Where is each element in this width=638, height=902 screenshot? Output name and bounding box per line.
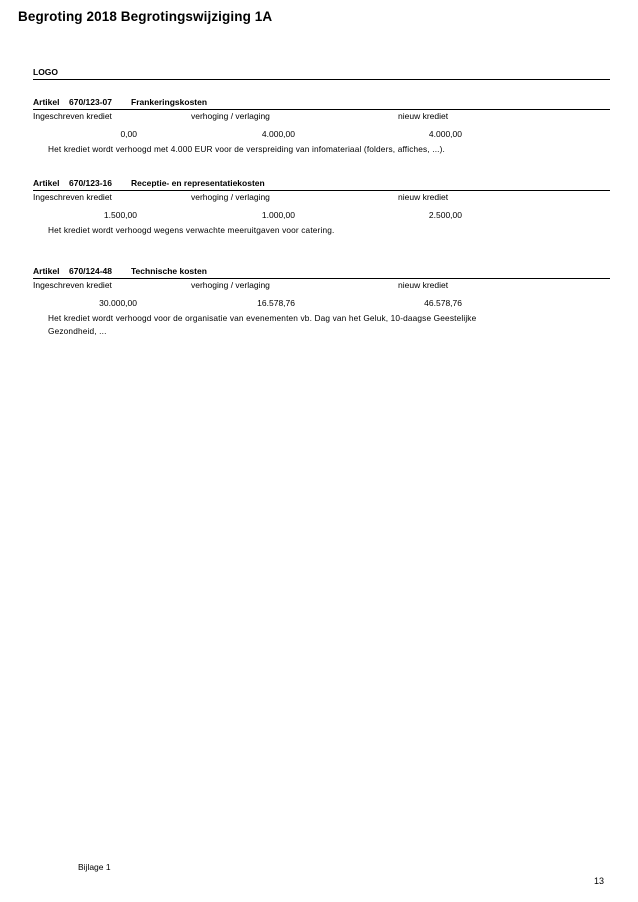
column-headers <box>33 191 610 204</box>
article-block <box>33 97 610 178</box>
column-headers <box>33 110 610 123</box>
article-note: Het krediet wordt verhoogd met 4.000 EUR voor de verspreiding van infomateriaal (folders, affiches, ...). <box>48 144 445 154</box>
amount-row <box>33 295 610 311</box>
article-block <box>33 266 610 346</box>
column-ingeschreven: Ingeschreven krediet <box>33 280 112 290</box>
article-block <box>33 178 610 266</box>
article-number: 670/124-48 <box>69 266 113 276</box>
amount-wijziging: 4.000,00 <box>261 129 295 139</box>
article-label: Artikel <box>33 97 60 107</box>
column-wijziging: verhoging / verlaging <box>191 192 270 202</box>
article-list <box>33 97 610 346</box>
column-ingeschreven: Ingeschreven krediet <box>33 111 112 121</box>
column-headers <box>33 279 610 292</box>
article-label: Artikel <box>33 266 60 276</box>
column-nieuw: nieuw krediet <box>398 192 449 202</box>
amount-nieuw: 4.000,00 <box>428 129 462 139</box>
amount-row <box>33 207 610 223</box>
amount-row <box>33 126 610 142</box>
article-description: Technische kosten <box>131 266 207 276</box>
amount-wijziging: 16.578,76 <box>257 298 295 308</box>
article-label: Artikel <box>33 178 60 188</box>
article-header <box>33 266 610 279</box>
amount-nieuw: 2.500,00 <box>428 210 462 220</box>
amount-wijziging: 1.000,00 <box>261 210 295 220</box>
article-header <box>33 178 610 191</box>
amount-ingeschreven: 1.500,00 <box>103 210 137 220</box>
column-nieuw: nieuw krediet <box>398 111 449 121</box>
amount-nieuw: 46.578,76 <box>424 298 462 308</box>
column-wijziging: verhoging / verlaging <box>191 111 270 121</box>
section-heading: LOGO <box>33 67 610 80</box>
column-ingeschreven: Ingeschreven krediet <box>33 192 112 202</box>
article-number: 670/123-07 <box>69 97 113 107</box>
column-nieuw: nieuw krediet <box>398 280 449 290</box>
footer-label: Bijlage 1 <box>78 862 111 872</box>
article-description: Frankeringskosten <box>131 97 208 107</box>
page-number: 13 <box>594 876 605 886</box>
column-wijziging: verhoging / verlaging <box>191 280 270 290</box>
article-note: Het krediet wordt verhoogd wegens verwachte meeruitgaven voor catering. <box>48 225 335 235</box>
amount-ingeschreven: 0,00 <box>120 129 137 139</box>
page-title: Begroting 2018 Begrotingswijziging 1A <box>18 9 273 24</box>
article-header <box>33 97 610 110</box>
amount-ingeschreven: 30.000,00 <box>99 298 137 308</box>
article-number: 670/123-16 <box>69 178 113 188</box>
article-description: Receptie- en representatiekosten <box>131 178 265 188</box>
article-note: Het krediet wordt verhoogd voor de organisatie van evenementen vb. Dag van het Geluk, 10-daagse Geestelijke Gezondheid, ... <box>48 313 477 336</box>
